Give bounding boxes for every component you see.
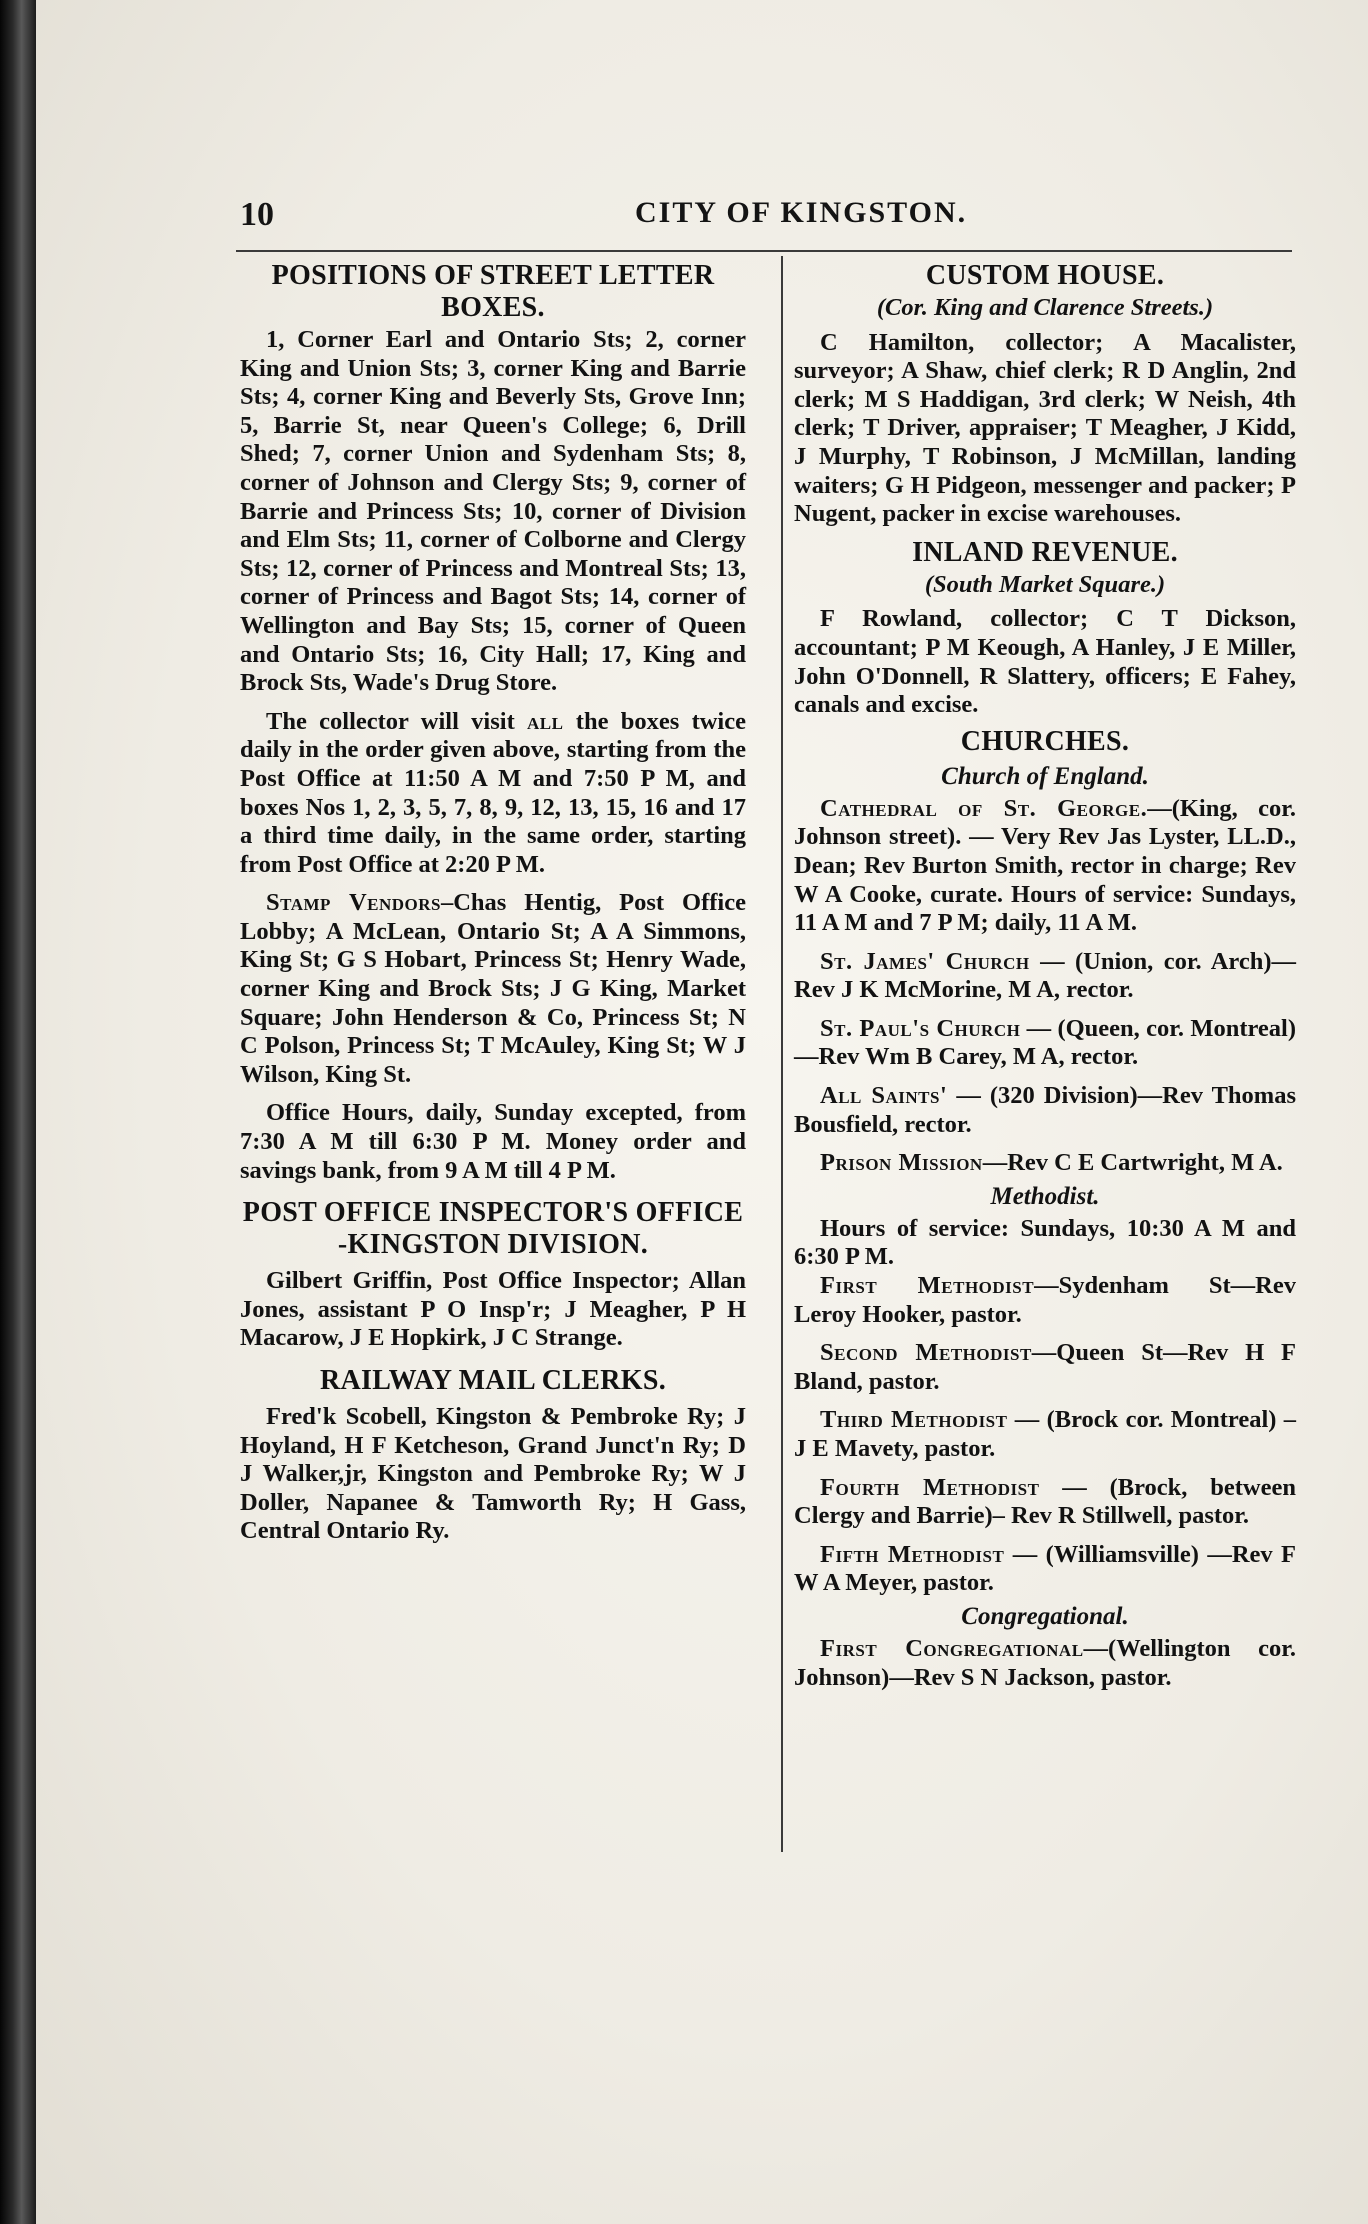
page-header: [240, 196, 1290, 246]
railway-text: Fred'k Scobell, Kingston & Pembroke Ry; J Hoyland, H F Ketcheson, Grand Junct'n Ry; D J Walker,jr, Kingston and Pembroke Ry; W J Doller, Napanee & Tamworth Ry; H Gass, Central Ontario Ry.: [240, 1403, 746, 1545]
church-entry: [794, 1015, 1296, 1072]
letter-boxes-heading: POSITIONS OF STREET LETTER BOXES.: [271, 260, 715, 323]
churches-section: [794, 726, 1296, 1692]
collector-rest: the boxes twice daily in the order given above, starting from the Post Office at 11:50 A M and 7:50 P M, and boxes Nos 1, 2, 3, 5, 7, 8, 9, 12, 13, 15, 16 and 17 a third time daily, in the same order, starting from Post Office at 2:20 P M.: [240, 707, 746, 878]
letter-boxes-list: 1, Corner Earl and Ontario Sts; 2, corner King and Union Sts; 3, corner King and Barrie Sts; 4, corner King and Beverly Sts, Grove Inn; 5, Barrie St, near Queen's College; 6, Drill Shed; 7, corner Union and Sydenham Sts; 8, corner of Johnson and Clergy Sts; 9, corner of Barrie and Princess Sts; 10, corner of Division and Elm Sts; 11, corner of Colborne and Clergy Sts; 12, corner of Princess and Montreal Sts; 13, corner of Princess and Bagot Sts; 14, corner of Wellington and Bay Sts; 15, corner of Queen and Ontario Sts; 16, City Hall; 17, King and Brock Sts, Wade's Drug Store.: [240, 326, 746, 697]
congregational-list: [794, 1635, 1296, 1692]
right-column: [794, 256, 1296, 1692]
church-of-england-heading: Church of England.: [941, 762, 1149, 790]
church-details: — (Queen, cor. Montreal)—Rev Wm B Carey, M A, rector.: [794, 1014, 1296, 1071]
methodist-hours: Hours of service: Sundays, 10:30 A M and 6:30 P M.: [794, 1214, 1296, 1271]
church-name: Third Methodist: [820, 1406, 1008, 1434]
methodist-list: [794, 1272, 1296, 1598]
church-entry: [794, 1082, 1296, 1139]
church-details: —Queen St—Rev H F Bland, pastor.: [794, 1339, 1296, 1395]
churches-heading: CHURCHES.: [960, 725, 1130, 757]
church-details: —Sydenham St—Rev Leroy Hooker, pastor.: [794, 1272, 1296, 1328]
congregational-heading: Congregational.: [961, 1602, 1129, 1630]
header-rule: [236, 250, 1292, 252]
book-binding-edge: [0, 0, 36, 2224]
church-name: Cathedral of St. George.: [820, 794, 1148, 822]
stamp-vendors-text: –Chas Hentig, Post Office Lobby; A McLean, Ontario St; A A Simmons, King St; G S Hobart, Princess St; Henry Wade, corner King and Brock Sts; J G King, Market Square; John Henderson & Co, Princess St; N C Polson, Princess St; T McAuley, King St; W J Wilson, King St.: [240, 889, 746, 1088]
left-column: [240, 256, 746, 1546]
column-divider: [781, 256, 783, 1852]
church-entry: [794, 795, 1296, 938]
church-details: — (Brock, between Clergy and Barrie)– Rev R Stillwell, pastor.: [794, 1473, 1296, 1530]
church-name: Fifth Methodist: [820, 1540, 1005, 1568]
church-entry: [794, 1406, 1296, 1463]
inland-revenue-section: [794, 537, 1296, 720]
methodist-heading: Methodist.: [990, 1182, 1100, 1210]
church-name: Prison Mission: [820, 1149, 983, 1177]
railway-section: [240, 1365, 746, 1546]
custom-house-text: C Hamilton, collector; A Macalister, surveyor; A Shaw, chief clerk; R D Anglin, 2nd clerk; M S Haddigan, 3rd clerk; W Neish, 4th clerk; T Driver, appraiser; T Meagher, J Kidd, J Murphy, T Robinson, J McMillan, landing waiters; G H Pidgeon, messenger and packer; P Nugent, packer in excise warehouses.: [794, 328, 1296, 528]
office-hours-paragraph: Office Hours, daily, Sunday excepted, from 7:30 A M till 6:30 P M. Money order and savings bank, from 9 A M till 4 P M.: [240, 1099, 746, 1184]
stamp-vendors-paragraph: [240, 889, 746, 1089]
church-entry: [794, 1339, 1296, 1396]
church-details: — (Williamsville) —Rev F W A Meyer, pastor.: [794, 1540, 1296, 1597]
church-entry: [794, 948, 1296, 1005]
church-entry: [794, 1149, 1296, 1178]
church-details: —(Wellington cor. Johnson)—Rev S N Jackson, pastor.: [794, 1634, 1296, 1691]
church-details: — (Brock cor. Montreal) –J E Mavety, pastor.: [794, 1406, 1296, 1462]
inspector-heading: POST OFFICE INSPECTOR'S OFFICE -KINGSTON DIVISION.: [242, 1197, 744, 1261]
church-entry: [794, 1541, 1296, 1598]
page-number: 10: [240, 196, 274, 233]
collector-all: all: [527, 707, 564, 735]
church-name: All Saints': [820, 1082, 948, 1110]
church-name: St. James' Church: [820, 947, 1030, 975]
inland-revenue-heading: INLAND REVENUE.: [912, 536, 1178, 568]
church-name: First Congregational: [820, 1634, 1084, 1662]
church-name: Fourth Methodist: [820, 1473, 1040, 1501]
custom-house-subheading: (Cor. King and Clarence Streets.): [876, 294, 1214, 321]
collector-paragraph: [240, 708, 746, 880]
church-details: —Rev C E Cartwright, M A.: [982, 1149, 1283, 1177]
railway-heading: RAILWAY MAIL CLERKS.: [320, 1365, 666, 1396]
church-of-england-list: [794, 795, 1296, 1178]
church-details: —(King, cor. Johnson street). — Very Rev Jas Lyster, LL.D., Dean; Rev Burton Smith, rector in charge; Rev W A Cooke, curate. Hours of service: Sundays, 11 A M and 7 P M; daily, 11 A M.: [794, 794, 1296, 937]
church-entry: [794, 1474, 1296, 1531]
collector-lead: The collector will visit: [266, 707, 515, 735]
custom-house-section: [794, 260, 1296, 529]
letter-boxes-section: [240, 260, 746, 1185]
custom-house-heading: CUSTOM HOUSE.: [925, 260, 1165, 291]
church-details: — (320 Division)—Rev Thomas Bousfield, rector.: [794, 1082, 1296, 1138]
church-name: St. Paul's Church: [820, 1014, 1021, 1042]
church-entry: [794, 1272, 1296, 1329]
running-title: CITY OF KINGSTON.: [635, 196, 968, 229]
church-name: Second Methodist: [820, 1339, 1032, 1367]
inspector-section: [240, 1197, 746, 1353]
stamp-vendors-label: Stamp Vendors: [266, 889, 441, 917]
church-entry: [794, 1635, 1296, 1692]
inland-revenue-text: F Rowland, collector; C T Dickson, accountant; P M Keough, A Hanley, J E Miller, John O'Donnell, R Slattery, officers; E Fahey, canals and excise.: [794, 605, 1296, 719]
inspector-text: Gilbert Griffin, Post Office Inspector; Allan Jones, assistant P O Insp'r; J Meagher, P H Macarow, J E Hopkirk, J C Strange.: [240, 1267, 746, 1352]
inland-revenue-subheading: (South Market Square.): [924, 570, 1166, 598]
church-details: — (Union, cor. Arch)—Rev J K McMorine, M A, rector.: [794, 947, 1296, 1004]
church-name: First Methodist: [820, 1272, 1035, 1300]
